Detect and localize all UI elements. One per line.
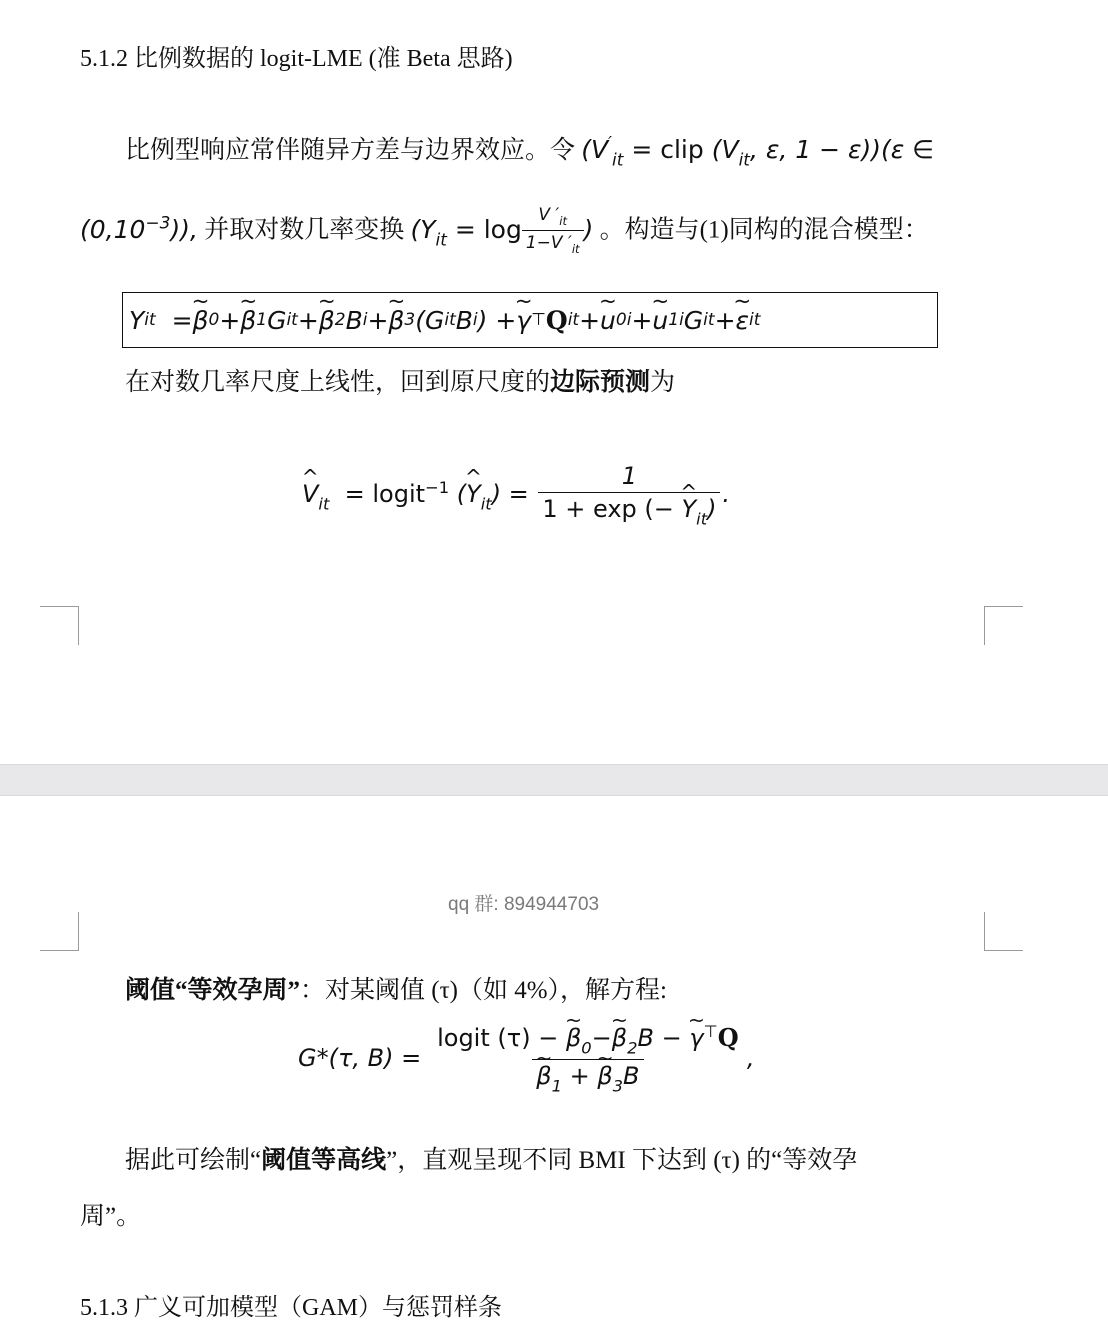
paragraph-threshold: 阈值“等效孕周”：对某阈值 (τ)（如 4%），解方程: <box>125 977 667 1004</box>
threshold-equation: G*(τ, B) = logit (τ) − ~ $\beta_0-\sim$ $\beta_2B$ − ~ γ⊤Q ~ $\beta_1$ + ~ $\beta_3B$ , <box>298 1022 755 1096</box>
paragraph-logit-transform <box>80 205 929 256</box>
paragraph-contour-continued: 周”。 <box>80 1203 142 1230</box>
paragraph-proportion-intro <box>125 130 934 171</box>
crop-mark-bottom-right <box>984 912 1023 951</box>
paragraph-contour: 据此可绘制“阈值等高线”，直观呈现不同 BMI 下达到 (τ) 的“等效孕 <box>125 1147 858 1174</box>
paragraph-text: 。构造与(1)同构的混合模型： <box>599 216 929 244</box>
crop-mark-bottom-left <box>40 912 79 951</box>
page-separator <box>0 764 1108 796</box>
page-watermark: qq 群: 894944703 <box>448 894 600 915</box>
main-model-equation-box: Y it = ~ β 0 + ~ β 1 G it + ~ β 2 B i + ~ β 3 (G it B i ) + ~ γ ⊤ Q it + ~ u 0i + ~ u 1i G it + ~ ε it <box>122 292 938 348</box>
paragraph-marginal-prediction: 在对数几率尺度上线性，回到原尺度的边际预测为 <box>125 369 676 396</box>
paragraph-text: 比例型响应常伴随异方差与边界效应。令 <box>125 137 576 164</box>
section-heading-5-1-3: 5.1.3 广义可加模型（GAM）与惩罚样条 <box>80 1295 503 1321</box>
inverse-logit-equation: ^ $V_{it}$ = logit$^{-1}$ (^ $Y_{it}$) = $\frac{1}{1 + \exp (- \^{} Y_{it})}$ . <box>302 462 730 528</box>
bold-term-marginal-prediction: 边际预测 <box>550 369 651 396</box>
section-heading-5-1-2: 5.1.2 比例数据的 logit-LME (准 Beta 思路) <box>80 46 513 72</box>
crop-mark-top-right <box>984 606 1023 645</box>
paragraph-text: 并取对数几率变换 <box>204 216 405 244</box>
crop-mark-top-left <box>40 606 79 645</box>
bold-term-contour: 阈值等高线 <box>261 1147 387 1174</box>
logit-transform-formula: ($Y_{it} = \log$ $\frac{V '_{it}}{1-V '_{it}}$ ) <box>410 205 594 257</box>
clip-formula: ($V'_{it}$ = clip ($V_{it}$, ε, 1 − ε))(ε ∈ <box>581 133 935 171</box>
bold-term-threshold: 阈值“等效孕周” <box>125 977 301 1004</box>
epsilon-range: $(0,10^{-3})$), <box>80 213 198 244</box>
